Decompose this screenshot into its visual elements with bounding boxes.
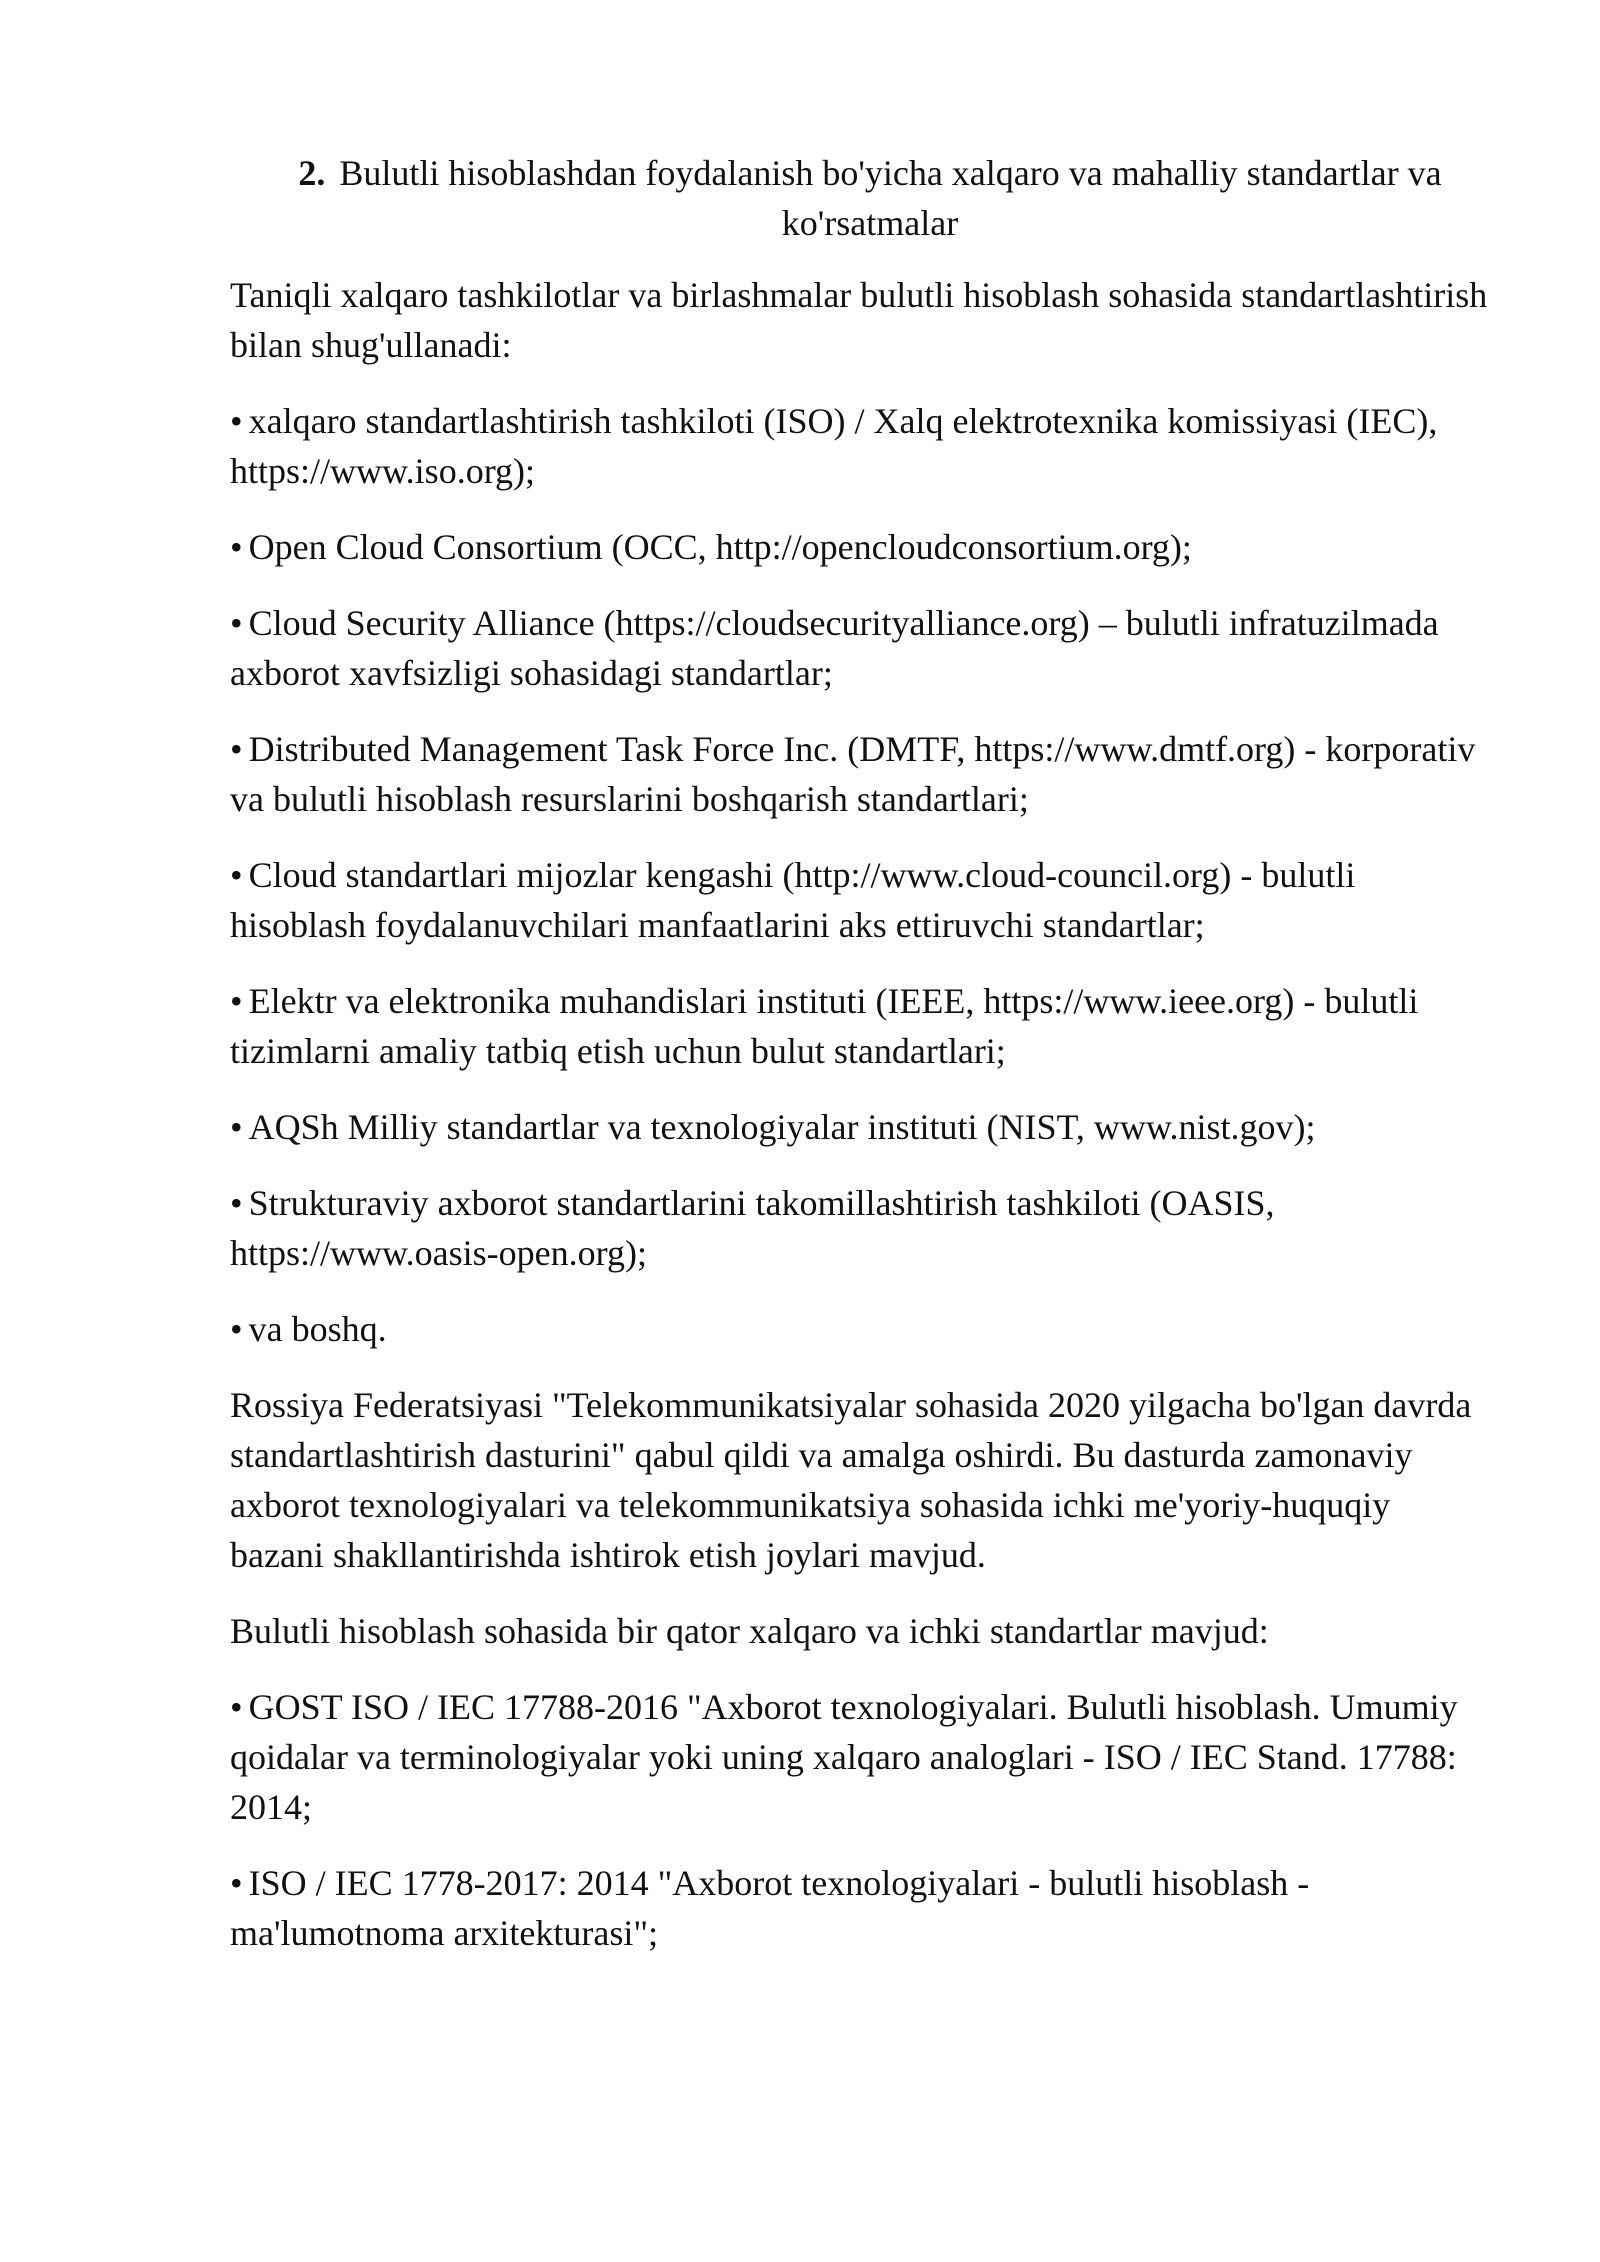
bullet-icon: • [230, 1687, 243, 1727]
list-item [230, 1178, 1490, 1278]
bullet-icon: • [230, 527, 243, 567]
bullet-icon: • [230, 729, 243, 769]
bullet-icon: • [230, 1107, 243, 1147]
list-item [230, 976, 1490, 1076]
standards-intro: Bulutli hisoblash sohasida bir qator xalqaro va ichki standartlar mavjud: [230, 1611, 1269, 1651]
list-item-text: Cloud standartlari mijozlar kengashi (http://www.cloud-council.org) - bulutli hisoblash foydalanuvchilari manfaatlarini aks ettiruvchi standartlar; [230, 855, 1356, 945]
section-heading [230, 148, 1490, 248]
list-item [230, 724, 1490, 824]
document-content [230, 148, 1490, 1984]
standards-list [230, 1682, 1490, 1958]
list-item-text: Elektr va elektronika muhandislari instituti (IEEE, https://www.ieee.org) - bulutli tizimlarni amaliy tatbiq etish uchun bulut standartlari; [230, 981, 1419, 1071]
bullet-icon: • [230, 603, 243, 643]
list-item [230, 522, 1490, 572]
bullet-icon: • [230, 1183, 243, 1223]
bullet-icon: • [230, 1863, 243, 1903]
bullet-icon: • [230, 401, 243, 441]
list-item-text: Strukturaviy axborot standartlarini takomillashtirish tashkiloti (OASIS, https://www.oasis-open.org); [230, 1183, 1275, 1273]
list-item [230, 850, 1490, 950]
list-item [230, 1102, 1490, 1152]
list-item [230, 396, 1490, 496]
bullet-icon: • [230, 981, 243, 1021]
section-title: Bulutli hisoblashdan foydalanish bo'yicha xalqaro va mahalliy standartlar va ko'rsatmalar [339, 153, 1442, 243]
bullet-icon: • [230, 855, 243, 895]
list-item [230, 598, 1490, 698]
list-item-text: xalqaro standartlashtirish tashkiloti (ISO) / Xalq elektrotexnika komissiyasi (IEC), https://www.iso.org); [230, 401, 1438, 491]
list-item-text: Open Cloud Consortium (OCC, http://opencloudconsortium.org); [248, 527, 1192, 567]
list-item-text: ISO / IEC 1778-2017: 2014 "Axborot texnologiyalari - bulutli hisoblash - ma'lumotnoma arxitekturasi"; [230, 1863, 1310, 1953]
list-item [230, 1304, 1490, 1354]
bullet-icon: • [230, 1309, 243, 1349]
intro-paragraph: Taniqli xalqaro tashkilotlar va birlashmalar bulutli hisoblash sohasida standartlashtirish bilan shug'ullanadi: [230, 275, 1488, 365]
organizations-list [230, 396, 1490, 1354]
list-item-text: Cloud Security Alliance (https://cloudsecurityalliance.org) – bulutli infratuzilmada axborot xavfsizligi sohasidagi standartlar; [230, 603, 1439, 693]
list-item [230, 1858, 1490, 1958]
list-item-text: va boshq. [248, 1309, 387, 1349]
list-item [230, 1682, 1490, 1832]
list-item-text: AQSh Milliy standartlar va texnologiyalar instituti (NIST, www.nist.gov); [248, 1107, 1316, 1147]
section-number: 2. [298, 153, 326, 193]
list-item-text: Distributed Management Task Force Inc. (DMTF, https://www.dmtf.org) - korporativ va bulutli hisoblash resurslarini boshqarish standartlari; [230, 729, 1476, 819]
russia-paragraph: Rossiya Federatsiyasi "Telekommunikatsiyalar sohasida 2020 yilgacha bo'lgan davrda standartlashtirish dasturini" qabul qildi va amalga oshirdi. Bu dasturda zamonaviy axborot texnologiyalari va telekommunikatsiya sohasida ichki me'yoriy-huquqiy bazani shakllantirishda ishtirok etish joylari mavjud. [230, 1385, 1472, 1575]
list-item-text: GOST ISO / IEC 17788-2016 "Axborot texnologiyalari. Bulutli hisoblash. Umumiy qoidalar va terminologiyalar yoki uning xalqaro analoglari - ISO / IEC Stand. 17788: 2014; [230, 1687, 1458, 1827]
